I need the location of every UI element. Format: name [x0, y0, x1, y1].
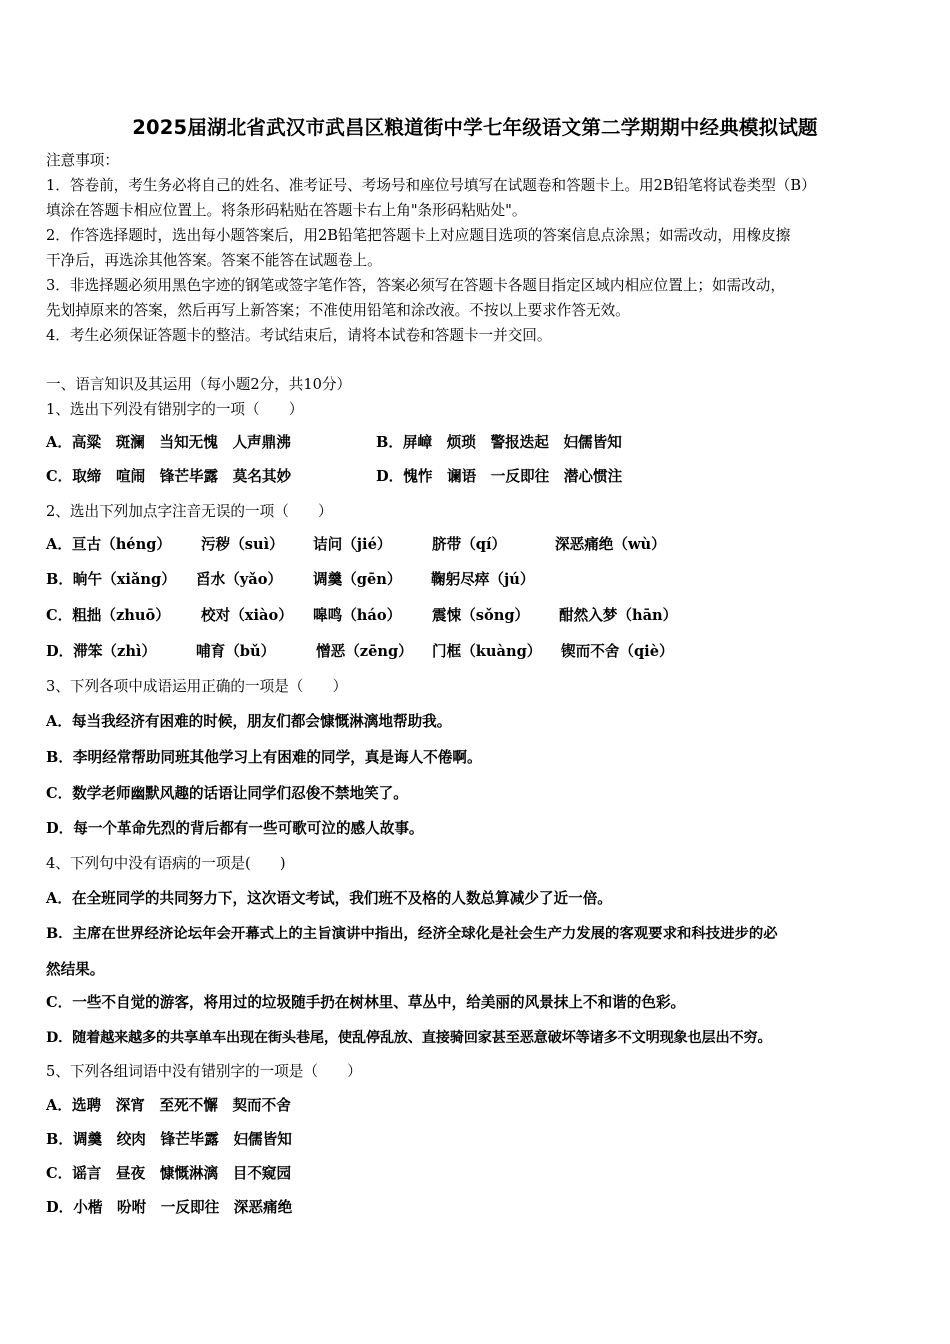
pinyin-item: 校对（xiào）	[201, 607, 293, 624]
question-3-option-d: D．每一个革命先烈的背后都有一些可歌可泣的感人故事。	[46, 820, 424, 837]
notice-line: 1．答卷前，考生务必将自己的姓名、准考证号、考场号和座位号填写在试题卷和答题卡上。用2B铅笔将试卷类型（B）	[46, 177, 816, 194]
pinyin-item: 深恶痛绝（wù）	[555, 536, 666, 553]
notice-line: 2．作答选择题时，选出每小题答案后，用2B铅笔把答题卡上对应题目选项的答案信息点涂黑；如需改动，用橡皮擦	[46, 227, 791, 244]
pinyin-item: 污秽（suì）	[201, 536, 284, 553]
question-3-stem: 3、下列各项中成语运用正确的一项是（ ）	[46, 678, 348, 695]
pinyin-item: B．晌午（xiǎng）	[46, 571, 176, 588]
pinyin-item: 憎恶（zēng）	[316, 643, 413, 660]
pinyin-item: 哺育（bǔ）	[196, 643, 276, 660]
question-1-option-a: A．高粱 斑澜 当知无愧 人声鼎沸	[46, 434, 291, 451]
pinyin-item: 锲而不舍（qiè）	[561, 643, 674, 660]
pinyin-item: 脐带（qí）	[432, 536, 507, 553]
question-1-option-d: D．愧怍 谰语 一反即往 潜心惯注	[376, 468, 623, 485]
question-1-stem: 1、选出下列没有错别字的一项（ ）	[46, 401, 304, 418]
question-4-option-c: C．一些不自觉的游客，将用过的垃圾随手扔在树林里、草丛中，给美丽的风景抹上不和谐的色彩。	[46, 994, 686, 1011]
notice-line: 先划掉原来的答案，然后再写上新答案；不准使用铅笔和涂改液。不按以上要求作答无效。	[46, 302, 630, 319]
question-3-option-a: A．每当我经济有困难的时候，朋友们都会慷慨淋漓地帮助我。	[46, 713, 452, 730]
pinyin-item: 酣然入梦（hān）	[559, 607, 678, 624]
notice-line: 4．考生必须保证答题卡的整洁。考试结束后，请将本试卷和答题卡一并交回。	[46, 327, 552, 344]
pinyin-item: A．亘古（héng）	[46, 536, 172, 553]
question-5-option-d: D．小楷 吩咐 一反即往 深恶痛绝	[46, 1199, 293, 1216]
question-1-option-b: B．屏嶂 烦琐 警报迭起 妇儒皆知	[376, 434, 622, 451]
notice-line: 填涂在答题卡相应位置上。将条形码粘贴在答题卡右上角"条形码粘贴处"。	[46, 202, 527, 219]
pinyin-item: 舀水（yǎo）	[196, 571, 283, 588]
pinyin-item: 震悚（sǒng）	[432, 607, 530, 624]
notice-line: 3．非选择题必须用黑色字迹的钢笔或签字笔作答，答案必须写在答题卡各题目指定区域内相应位置上；如需改动，	[46, 277, 785, 294]
question-5-stem: 5、下列各组词语中没有错别字的一项是（ ）	[46, 1063, 362, 1080]
question-1-option-c: C．取缔 喧闹 锋芒毕露 莫名其妙	[46, 468, 292, 485]
pinyin-item: 诘问（jié）	[313, 536, 392, 553]
notice-line: 干净后，再选涂其他答案。答案不能答在试题卷上。	[46, 252, 382, 269]
question-5-option-c: C．谣言 昼夜 慷慨淋漓 目不窥园	[46, 1165, 292, 1182]
question-4-option-b-cont: 然结果。	[46, 961, 105, 978]
pinyin-item: D．滞笨（zhì）	[46, 643, 157, 660]
notice-heading: 注意事项：	[46, 152, 119, 169]
pinyin-item: 门框（kuàng）	[432, 643, 542, 660]
question-5-option-b: B．调羹 绞肉 锋芒毕露 妇儒皆知	[46, 1131, 292, 1148]
pinyin-item: 嗥鸣（háo）	[313, 607, 402, 624]
section-heading: 一、语言知识及其运用（每小题2分，共10分）	[46, 376, 352, 393]
question-5-option-a: A．选聘 深宵 至死不懈 契而不舍	[46, 1097, 291, 1114]
question-4-option-b: B．主席在世界经济论坛年会开幕式上的主旨演讲中指出，经济全球化是社会生产力发展的客观要求和科技进步的必	[46, 925, 778, 942]
question-3-option-b: B．李明经常帮助同班其他学习上有困难的同学，真是诲人不倦啊。	[46, 749, 482, 766]
pinyin-item: C．粗拙（zhuō）	[46, 607, 170, 624]
question-3-option-c: C．数学老师幽默风趣的话语让同学们忍俊不禁地笑了。	[46, 785, 408, 802]
pinyin-item: 调羹（gēn）	[313, 571, 402, 588]
question-2-stem: 2、选出下列加点字注音无误的一项（ ）	[46, 503, 333, 520]
pinyin-item: 鞠躬尽瘁（jú）	[431, 571, 535, 588]
question-4-option-a: A．在全班同学的共同努力下，这次语文考试，我们班不及格的人数总算减少了近一倍。	[46, 890, 612, 907]
question-4-stem: 4、下列句中没有语病的一项是( )	[46, 855, 286, 872]
question-4-option-d: D．随着越来越多的共享单车出现在街头巷尾，使乱停乱放、直接骑回家甚至恶意破坏等诸多不文明现象也层出不穷。	[46, 1030, 772, 1046]
page-title: 2025届湖北省武汉市武昌区粮道街中学七年级语文第二学期期中经典模拟试题	[132, 116, 818, 139]
